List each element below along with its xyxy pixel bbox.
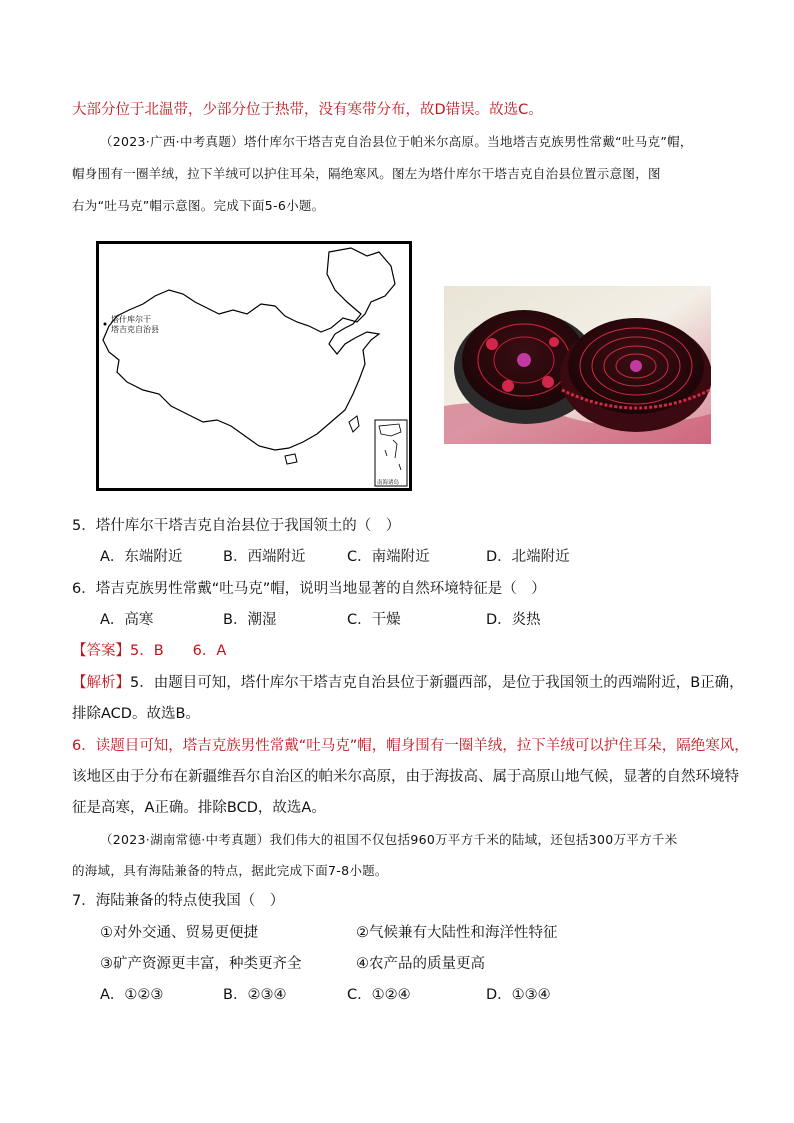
intro2-line1: （2023·湖南常德·中考真题）我们伟大的祖国不仅包括960万平方千米的陆域，还包括300万平方千米 [100, 832, 678, 847]
analysis-line4: 该地区由于分布在新疆维吾尔自治区的帕米尔高原，由于海拔高、属于高原山地气候，显著的自然环境特 [72, 769, 739, 785]
q7-statement-3: ③矿产资源更丰富，种类更齐全 [100, 956, 302, 972]
analysis-line1 [72, 673, 744, 693]
analysis-line2: 排除ACD。故选B。 [72, 706, 200, 722]
intro2-line2: 的海域，具有海陆兼备的特点，据此完成下面7-8小题。 [72, 863, 388, 878]
q5-option-b: B．西端附近 [223, 549, 306, 565]
taiwan-outline [349, 416, 359, 432]
inset-label: 南海诸岛 [377, 480, 400, 486]
q7-option-d: D．①③④ [486, 987, 551, 1003]
carryover-text: 大部分位于北温带，少部分位于热带，没有寒带分布，故D错误。故选C。 [72, 102, 543, 118]
answer-line [72, 641, 226, 661]
q6-stem: 6．塔吉克族男性常戴“吐马克”帽，说明当地显著的自然环境特征是（ ） [72, 581, 546, 597]
map-label-line2: 塔吉克自治县 [111, 325, 159, 334]
q7-option-c: C．①②④ [347, 987, 411, 1003]
q5-option-a: A．东端附近 [100, 549, 183, 565]
answer-tag: 【答案】 [72, 643, 130, 659]
q6-option-c: C．干燥 [347, 612, 401, 628]
map-label-line1: 塔什库尔干 [111, 315, 151, 324]
south-china-sea-inset [375, 420, 407, 486]
q7-statement-2: ②气候兼有大陆性和海洋性特征 [356, 925, 558, 941]
location-dot [104, 323, 107, 326]
q5-option-d: D．北端附近 [486, 549, 570, 565]
hainan-outline [285, 454, 297, 464]
q7-statement-1: ①对外交通、贸易更便捷 [100, 925, 258, 941]
tumake-hat-photo [444, 286, 711, 444]
analysis-line3: 6．读题目可知，塔吉克族男性常戴“吐马克”帽，帽身围有一圈羊绒，拉下羊绒可以护住耳朵，隔绝寒风， [72, 738, 749, 754]
q6-option-a: A．高寒 [100, 612, 154, 628]
answer-text: 5．B 6．A [130, 643, 227, 659]
china-outline-map [99, 244, 409, 488]
intro1-line3: 右为“吐马克”帽示意图。完成下面5-6小题。 [72, 198, 325, 213]
q7-stem: 7．海陆兼备的特点使我国（ ） [72, 893, 285, 909]
q6-option-b: B．潮湿 [223, 612, 277, 628]
q7-option-a: A．①②③ [100, 987, 164, 1003]
intro1-line1: （2023·广西·中考真题）塔什库尔干塔吉克自治县位于帕米尔高原。当地塔吉克族男性常戴“吐马克”帽， [100, 134, 693, 149]
analysis-text1: 5．由题目可知，塔什库尔干塔吉克自治县位于新疆西部，是位于我国领土的西端附近，B正确， [130, 675, 744, 691]
q5-stem: 5．塔什库尔干塔吉克自治县位于我国领土的（ ） [72, 518, 401, 534]
china-location-map [96, 241, 412, 491]
q6-option-d: D．炎热 [486, 612, 541, 628]
analysis-line5: 征是高寒，A正确。排除BCD，故选A。 [72, 800, 326, 816]
q7-statement-4: ④农产品的质量更高 [356, 956, 485, 972]
china-mainland-outline [103, 248, 395, 450]
analysis-tag: 【解析】 [72, 675, 130, 691]
intro1-line2: 帽身围有一圈羊绒，拉下羊绒可以护住耳朵，隔绝寒风。图左为塔什库尔干塔吉克自治县位置示意图，图 [72, 166, 661, 181]
q7-option-b: B．②③④ [223, 987, 287, 1003]
q5-option-c: C．南端附近 [347, 549, 430, 565]
